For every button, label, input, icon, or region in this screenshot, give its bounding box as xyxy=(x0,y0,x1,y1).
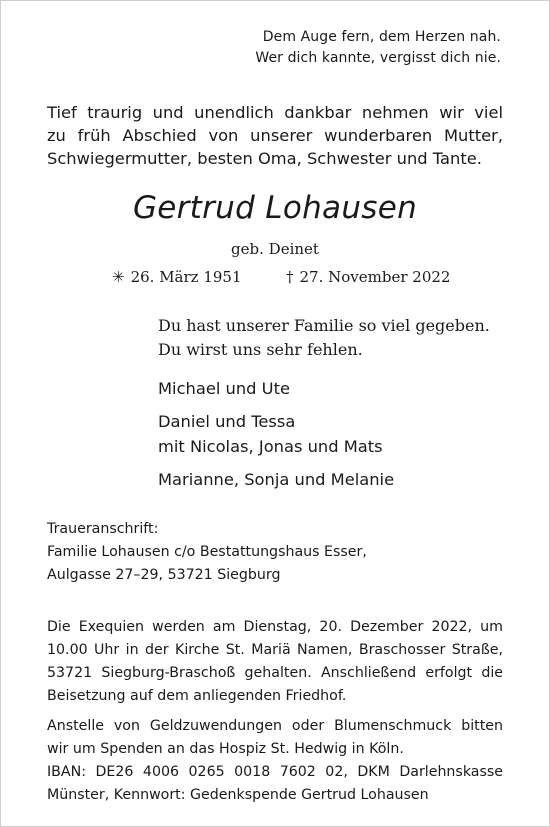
birth-date: 26. März 1951 xyxy=(130,268,242,286)
mourner-3: mit Nicolas, Jonas und Mats xyxy=(158,437,383,456)
address-line-2: Aulgasse 27–29, 53721 Siegburg xyxy=(47,567,281,583)
address-label: Traueranschrift: xyxy=(47,521,159,537)
intro-line-1: Tief traurig und unendlich dankbar nehmen wir viel xyxy=(47,103,503,122)
motto-line-2: Wer dich kannte, vergisst dich nie. xyxy=(255,50,501,66)
message-line-2: Du wirst uns sehr fehlen. xyxy=(158,340,363,359)
exequies-line-3: 53721 Siegburg-Braschoß gehalten. Anschließend erfolgt die xyxy=(47,665,503,681)
motto-line-1: Dem Auge fern, dem Herzen nah. xyxy=(262,29,501,45)
birth-star-icon: ✳ xyxy=(112,268,125,286)
exequies-line-2: 10.00 Uhr in der Kirche St. Mariä Namen, Braschosser Straße, xyxy=(47,642,503,658)
donation-line-1: Anstelle von Geldzuwendungen oder Blumenschmuck bitten xyxy=(47,718,503,734)
deceased-name: Gertrud Lohausen xyxy=(132,190,418,226)
intro-line-3: Schwiegermutter, besten Oma, Schwester und Tante. xyxy=(47,149,482,168)
death-date-group xyxy=(286,268,450,286)
mourner-4: Marianne, Sonja und Melanie xyxy=(158,470,395,489)
death-date: 27. November 2022 xyxy=(299,268,451,286)
exequies-line-4: Beisetzung auf dem anliegenden Friedhof. xyxy=(47,688,347,704)
donation-line-3: IBAN: DE26 4006 0265 0018 7602 02, DKM Darlehnskasse xyxy=(47,764,503,780)
birth-date-group xyxy=(112,268,242,286)
message-line-1: Du hast unserer Familie so viel gegeben. xyxy=(158,316,490,335)
intro-line-2: zu früh Abschied von unserer wunderbaren Mutter, xyxy=(47,126,503,145)
address-line-1: Familie Lohausen c/o Bestattungshaus Esser, xyxy=(47,544,367,560)
donation-line-2: wir um Spenden an das Hospiz St. Hedwig in Köln. xyxy=(47,741,404,757)
exequies-line-1: Die Exequien werden am Dienstag, 20. Dezember 2022, um xyxy=(47,619,503,635)
mourner-2: Daniel und Tessa xyxy=(158,412,296,431)
mourner-1: Michael und Ute xyxy=(158,379,290,398)
death-cross-icon: † xyxy=(286,268,294,286)
donation-line-4: Münster, Kennwort: Gedenkspende Gertrud Lohausen xyxy=(47,787,429,803)
maiden-name: geb. Deinet xyxy=(231,240,319,258)
